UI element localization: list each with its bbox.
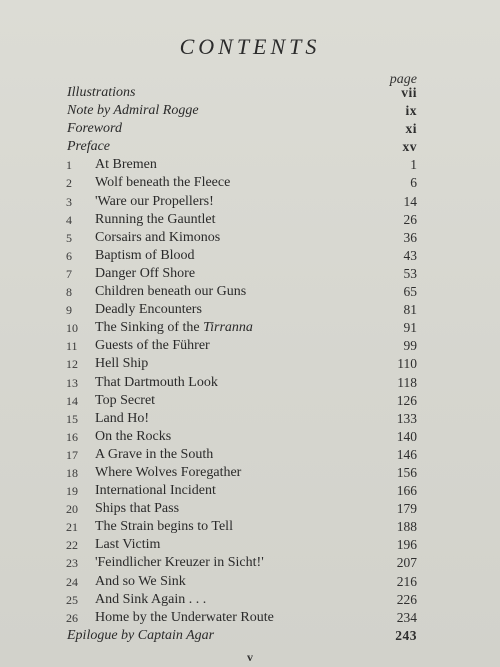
toc-entry-illustrations [0,84,500,102]
page-column-label: page [389,72,417,87]
chapter-number: 20 [66,502,78,517]
chapter-page: 156 [396,464,417,480]
chapter-number: 19 [66,484,78,499]
toc-chapter [0,156,500,174]
chapter-number: 10 [66,321,78,336]
chapter-number: 11 [66,339,78,354]
chapter-number: 25 [66,592,78,607]
contents-heading: CONTENTS [179,34,321,59]
chapter-number: 18 [66,465,78,480]
chapter-number: 3 [66,194,72,209]
chapter-title: The Strain begins to Tell [95,519,233,535]
toc-chapter [0,591,500,609]
chapter-page: 110 [397,356,417,372]
toc-chapter [0,428,500,446]
chapter-number: 7 [66,266,72,281]
toc-chapter [0,301,500,319]
chapter-page: 207 [396,555,417,571]
toc-chapter [0,193,500,211]
toc-entry-foreword [0,120,500,138]
toc-chapter [0,554,500,572]
chapter-page: 6 [410,175,417,191]
chapter-title: Deadly Encounters [95,302,202,318]
toc-chapter [0,392,500,410]
chapter-title: Corsairs and Kimonos [95,229,221,245]
chapter-title: And so We Sink [95,573,186,589]
chapter-title: On the Rocks [95,428,172,444]
chapter-page: 146 [396,446,417,462]
chapter-title [95,319,253,337]
ship-name-italic: Tirranna [203,320,253,336]
toc-chapter [0,265,500,283]
toc-chapter [0,374,500,392]
chapter-page: 166 [396,483,417,499]
toc-entry-title: Illustrations [67,85,136,100]
toc-chapter [0,247,500,265]
chapter-page: 26 [403,211,417,227]
chapter-page: 81 [403,302,417,318]
chapter-number: 13 [66,375,78,390]
chapter-page: 126 [396,392,417,408]
toc-chapter [0,518,500,536]
toc-chapter [0,609,500,627]
table-of-contents [0,84,500,645]
chapter-page: 188 [396,519,417,535]
chapter-page: 226 [396,591,417,607]
chapter-page: 43 [403,247,417,263]
chapter-number: 15 [66,411,78,426]
chapter-title-prefix: The Sinking of the [95,320,204,336]
page-folio: v [247,650,253,664]
toc-entry-page: xv [402,139,417,155]
chapter-number: 17 [66,447,78,462]
toc-entry-note [0,102,500,120]
chapter-title: Ships that Pass [95,501,180,517]
chapter-title: Wolf beneath the Fleece [95,175,231,191]
toc-entry-title: Foreword [67,121,122,137]
chapter-title: Baptism of Blood [95,247,195,263]
chapter-title: Land Ho! [95,410,150,426]
chapter-title: 'Feindlicher Kreuzer in Sicht!' [95,555,264,571]
chapter-page: 36 [403,229,417,245]
chapter-title: Top Secret [95,392,156,408]
chapter-number: 22 [66,538,78,553]
chapter-title: And Sink Again . . . [95,591,207,607]
chapter-page: 14 [403,193,417,209]
chapter-number: 8 [66,285,72,300]
toc-entry-title: Note by Admiral Rogge [67,103,199,119]
chapter-page: 216 [396,573,417,589]
chapter-page: 53 [403,265,417,281]
chapter-number: 14 [66,393,78,408]
toc-chapter [0,500,500,518]
toc-chapter [0,464,500,482]
chapter-page: 196 [396,537,417,553]
toc-entry-title: Epilogue by Captain Agar [67,627,215,643]
toc-chapter [0,410,500,428]
toc-chapter [0,536,500,554]
chapter-number: 16 [66,429,78,444]
toc-entry-page: 243 [395,627,417,643]
chapter-title: Hell Ship [95,356,149,372]
chapter-title: International Incident [95,483,216,499]
toc-chapter [0,174,500,192]
chapter-number: 12 [66,357,78,372]
toc-chapter [0,573,500,591]
chapter-title: Last Victim [95,537,161,553]
toc-chapter [0,337,500,355]
toc-entry-epilogue [0,627,500,645]
chapter-page: 179 [396,501,417,517]
chapter-title: Home by the Underwater Route [95,609,274,625]
chapter-page: 99 [403,338,417,354]
toc-entry-title: Preface [67,139,111,155]
toc-entry-page: ix [405,103,417,119]
chapter-number: 21 [66,520,78,535]
chapter-title: Running the Gauntlet [95,211,216,227]
chapter-page: 140 [396,428,417,444]
toc-chapter [0,283,500,301]
toc-chapter [0,229,500,247]
chapter-number: 24 [66,574,78,589]
toc-entry-page: xi [405,121,417,137]
chapter-number: 9 [66,303,72,318]
chapter-number: 4 [66,212,72,227]
toc-chapter [0,482,500,500]
chapter-title: A Grave in the South [95,446,214,462]
chapter-page: 91 [403,320,417,336]
toc-chapter [0,211,500,229]
chapter-page: 234 [396,609,417,625]
chapter-page: 1 [410,157,417,173]
chapter-number: 1 [66,158,72,173]
chapter-page: 118 [397,374,417,390]
chapter-page: 133 [396,410,417,426]
toc-entry-page: vii [401,85,417,100]
chapter-title: Guests of the Führer [95,338,210,354]
chapter-title: At Bremen [95,157,157,173]
toc-entry-preface [0,138,500,156]
chapter-number: 23 [66,556,78,571]
chapter-number: 2 [66,176,72,191]
chapter-title: 'Ware our Propellers! [95,193,214,209]
chapter-title: Where Wolves Foregather [95,464,242,480]
chapter-title: Children beneath our Guns [95,284,247,300]
chapter-title: That Dartmouth Look [95,374,218,390]
chapter-number: 6 [66,248,72,263]
toc-chapter [0,446,500,464]
chapter-page: 65 [403,284,417,300]
chapter-number: 26 [66,610,78,625]
chapter-number: 5 [66,230,72,245]
toc-chapter [0,355,500,373]
toc-chapter [0,319,500,337]
chapter-title: Danger Off Shore [95,265,196,281]
